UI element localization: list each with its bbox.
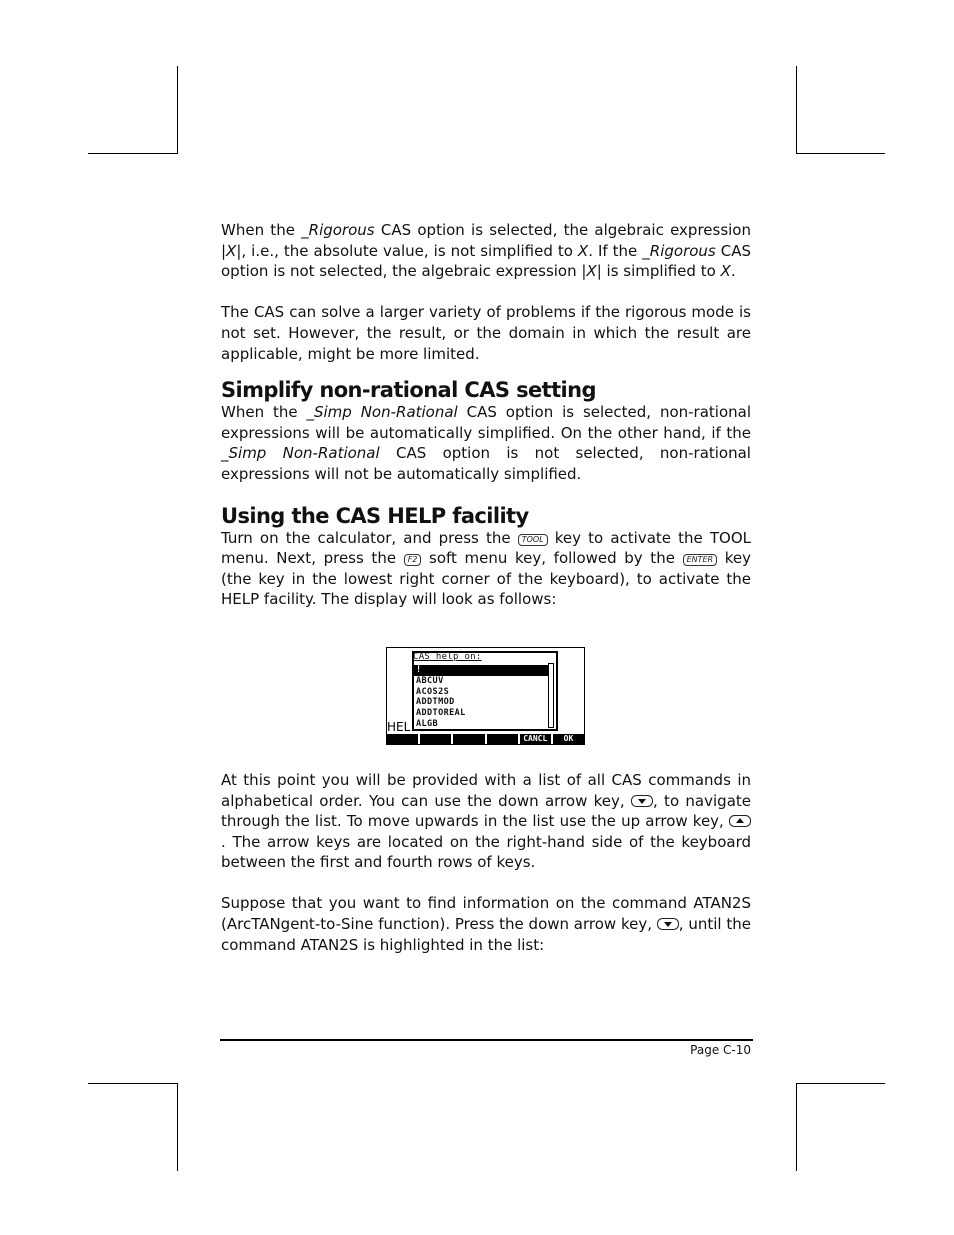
f2-key-icon: F2 [404, 554, 422, 566]
list-item[interactable]: ACOS2S [416, 686, 450, 697]
crop-mark [88, 153, 177, 154]
paragraph-rigorous-mode: The CAS can solve a larger variety of problems if the rigorous mode is not set. However, the result, or the domain in which the result are applicable, might be more limited. [221, 303, 751, 363]
softkey-4[interactable] [485, 734, 518, 744]
soft-menu-bar [387, 734, 584, 744]
down-arrow-key-icon [631, 795, 653, 807]
footer-rule [220, 1039, 753, 1041]
list-item[interactable]: ALGB [416, 718, 439, 729]
paragraph-cas-help: Turn on the calculator, and press the TOOL key to activate the TOOL menu. Next, press the F2 soft menu key, followed by the ENTER key (the key in the lowest right corner of the keyboard), to activate the HELP facility. The display will look as follows: [221, 528, 751, 609]
ok-softkey[interactable]: OK [551, 734, 584, 744]
paragraph-atan2s: Suppose that you want to find information on the command ATAN2S (ArcTANgent-to-Sine function). Press the down arrow key, , until the command ATAN2S is highlighted in the list: [221, 894, 751, 954]
calculator-screen [386, 647, 585, 745]
crop-mark [796, 1083, 797, 1171]
list-item[interactable]: ADDTOREAL [416, 708, 466, 719]
help-list [414, 665, 548, 730]
enter-key-icon: ENTER [683, 554, 718, 566]
paragraph-arrow-keys: At this point you will be provided with a list of all CAS commands in alphabetical order. You can use the down arrow key, , to navigate through the list. To move upwards in the list use the up arrow key, . The arrow keys are located on the right-hand side of the keyboard between the first and fourth rows of keys. [221, 770, 751, 872]
list-item[interactable]: ABCUV [416, 675, 444, 686]
list-scrollbar[interactable] [548, 663, 554, 728]
page-number: Page C-10 [690, 1043, 751, 1057]
paragraph-rigorous: When the _Rigorous CAS option is selected, the algebraic expression |X|, i.e., the absolute value, is not simplified to X. If the _Rigorous CAS option is not selected, the algebraic expression |X| is simplified to X. [221, 221, 752, 281]
crop-mark [177, 66, 178, 154]
up-arrow-key-icon [729, 815, 751, 827]
list-item[interactable]: ! [414, 665, 548, 676]
softkey-3[interactable] [451, 734, 484, 744]
down-arrow-key-icon [657, 918, 679, 930]
page-body [221, 220, 751, 955]
section-heading-cas-help: Using the CAS HELP facility [221, 503, 529, 528]
crop-mark [177, 1083, 178, 1171]
help-list-header: CAS help on: [413, 652, 482, 662]
list-item[interactable]: ADDTMOD [416, 697, 455, 708]
softkey-2[interactable] [418, 734, 451, 744]
crop-mark [796, 153, 885, 154]
paragraph-simp-nonrational: When the _Simp Non-Rational CAS option is selected, non-rational expressions will be automatically simplified. On the other hand, if the _Simp Non-Rational CAS option is not selected, non-rational expressions will not be automatically simplified. [221, 403, 752, 483]
crop-mark [88, 1083, 177, 1084]
tool-key-icon: TOOL [518, 534, 548, 546]
crop-mark [796, 1083, 885, 1084]
softkey-1[interactable] [387, 734, 418, 744]
section-heading-simplify: Simplify non-rational CAS setting [221, 378, 596, 403]
screen-left-label: HEL [387, 720, 411, 734]
cancel-softkey[interactable]: CANCL [518, 734, 551, 744]
crop-mark [796, 66, 797, 154]
